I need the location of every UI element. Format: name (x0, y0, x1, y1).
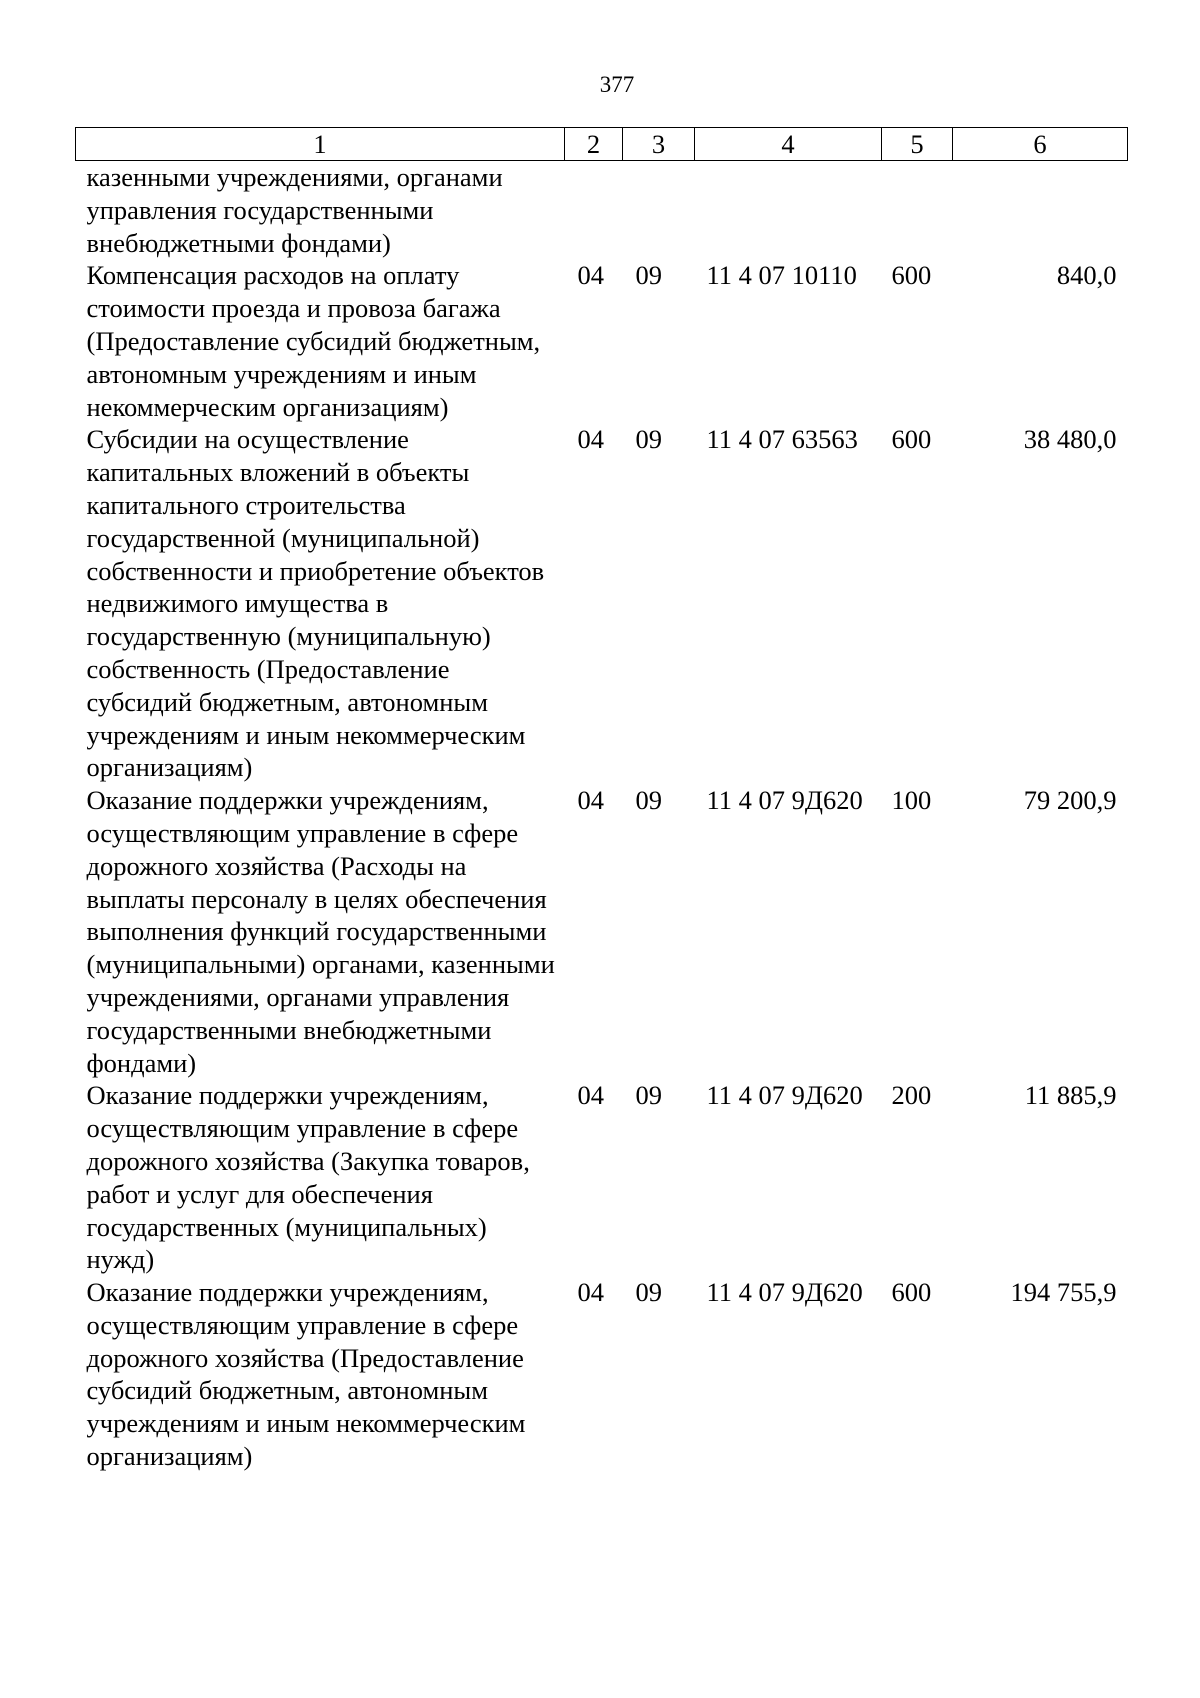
header-col-4: 4 (695, 128, 882, 161)
table-row (76, 1079, 1128, 1276)
row-amount: 38 480,0 (1023, 424, 1117, 455)
header-col-2: 2 (565, 128, 623, 161)
row-expense-type: 600 (891, 424, 932, 455)
table-row (76, 161, 1128, 260)
row-subsection (623, 161, 695, 260)
table-body (76, 161, 1128, 1473)
row-section: 04 (577, 1277, 604, 1308)
row-subsection: 09 (635, 1080, 662, 1111)
row-target-code: 11 4 07 9Д620 (706, 1277, 863, 1308)
table-row (76, 1276, 1128, 1473)
table-header (76, 128, 1128, 161)
row-target-code: 11 4 07 9Д620 (706, 785, 863, 816)
row-amount: 194 755,9 (1010, 1277, 1117, 1308)
row-subsection: 09 (635, 260, 662, 291)
row-section: 04 (577, 424, 604, 455)
page-number: 377 (599, 72, 635, 97)
row-subsection: 09 (635, 424, 662, 455)
table-row (76, 784, 1128, 1079)
row-expense-type: 200 (891, 1080, 932, 1111)
table-row (76, 259, 1128, 423)
row-section: 04 (577, 1080, 604, 1111)
header-col-1: 1 (76, 128, 565, 161)
header-col-3: 3 (623, 128, 695, 161)
row-target-code: 11 4 07 63563 (706, 424, 858, 455)
table-row (76, 423, 1128, 784)
row-target-code (695, 161, 882, 260)
row-expense-type (882, 161, 953, 260)
row-name: Оказание поддержки учреждениям, осуществляющим управление в сфере дорожного хозяйства (Предоставление субсидий бюджетным, автономным учреждениям и иным некоммерческим организациям) (86, 1277, 526, 1472)
row-amount: 840,0 (1056, 260, 1117, 291)
row-expense-type: 600 (891, 260, 932, 291)
header-col-6: 6 (953, 128, 1128, 161)
row-section (565, 161, 623, 260)
row-name: казенными учреждениями, органами управления государственными внебюджетными фондами) (86, 162, 503, 258)
row-expense-type: 100 (891, 785, 932, 816)
row-name: Оказание поддержки учреждениям, осуществляющим управление в сфере дорожного хозяйства (Закупка товаров, работ и услуг для обеспечения государственных (муниципальных) нужд) (86, 1080, 530, 1275)
row-amount (953, 161, 1128, 260)
header-col-5: 5 (882, 128, 953, 161)
row-name: Компенсация расходов на оплату стоимости проезда и провоза багажа (Предоставление субсидий бюджетным, автономным учреждениям и иным некоммерческим организациям) (86, 260, 541, 422)
header-row (76, 128, 1128, 161)
row-target-code: 11 4 07 9Д620 (706, 1080, 863, 1111)
row-name: Оказание поддержки учреждениям, осуществляющим управление в сфере дорожного хозяйства (Расходы на выплаты персоналу в целях обеспечения выполнения функций государственными (муниципальными) органами, казенными учреждениями, органами управления государственными внебюджетными фондами) (86, 785, 555, 1078)
row-target-code: 11 4 07 10110 (706, 260, 857, 291)
row-section: 04 (577, 785, 604, 816)
row-name: Субсидии на осуществление капитальных вложений в объекты капитального строительства государственной (муниципальной) собственности и приобретение объектов недвижимого имущества в государственную (муниципальную) собственность (Предоставление субсидий бюджетным, автономным учреждениям и иным некоммерческим организациям) (86, 424, 545, 783)
row-expense-type: 600 (891, 1277, 932, 1308)
row-amount: 11 885,9 (1024, 1080, 1117, 1111)
budget-table (75, 127, 1128, 1473)
row-section: 04 (577, 260, 604, 291)
row-subsection: 09 (635, 785, 662, 816)
row-amount: 79 200,9 (1023, 785, 1117, 816)
row-subsection: 09 (635, 1277, 662, 1308)
